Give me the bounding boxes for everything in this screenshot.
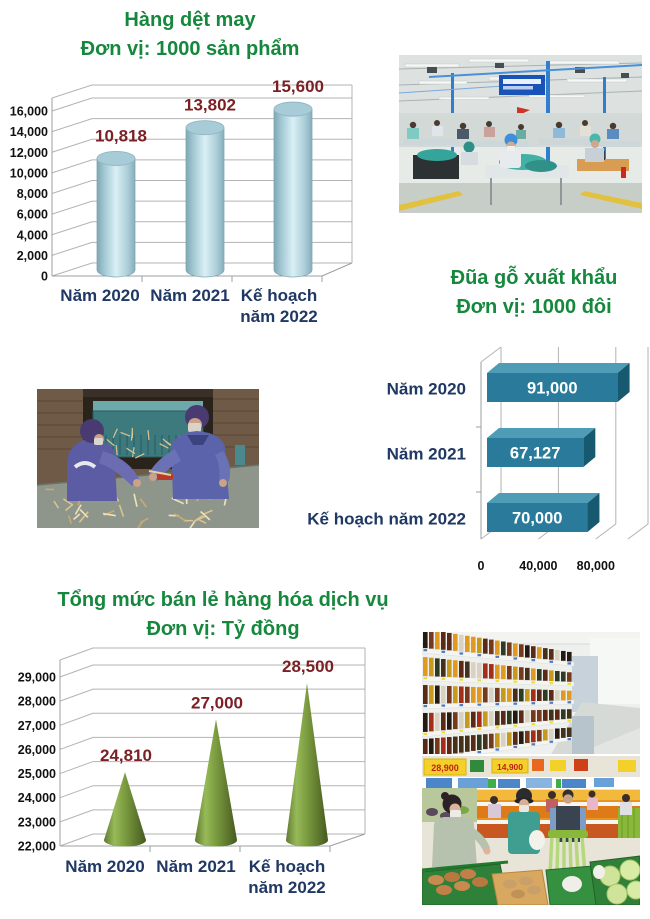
y-axis-tick-label: 12,000 [9, 145, 48, 160]
axis-lines [476, 362, 481, 539]
value-label: 13,802 [184, 95, 236, 115]
y-axis-tick-label: 27,000 [17, 718, 56, 733]
bottle-shelf-rows [422, 632, 574, 763]
category-label: Kế hoạch năm 2022 [307, 509, 466, 529]
chopstick-workshop-photo [37, 389, 259, 528]
value-label: 67,127 [509, 444, 561, 463]
hanging-signs-row [422, 777, 640, 789]
y-axis-tick-label: 29,000 [17, 670, 56, 685]
category-label: năm 2022 [240, 307, 318, 326]
wall-fixture [235, 445, 245, 465]
supermarket-photo [422, 632, 640, 905]
y-axis-tick-label: 14,000 [9, 125, 48, 140]
cylinder-bar [97, 151, 135, 277]
chart3-subtitle: Đơn vị: Tỷ đồng [146, 618, 300, 640]
y-axis-tick-label: 6,000 [16, 207, 48, 222]
y-axis-tick-label: 24,000 [17, 791, 56, 806]
y-axis-tick-label: 25,000 [17, 767, 56, 782]
chart1-title-block [25, 6, 355, 64]
retail-cone-chart [0, 645, 400, 907]
y-axis-tick-label: 28,000 [17, 694, 56, 709]
category-label: Năm 2020 [386, 379, 466, 399]
cylinder-bar [186, 121, 224, 277]
category-label: Năm 2021 [156, 857, 236, 876]
price-tag-text: 28,900 [431, 763, 459, 773]
value-label: 10,818 [95, 126, 147, 146]
chart2-title-block [384, 264, 650, 322]
y-axis-tick-label: 26,000 [17, 742, 56, 757]
chopsticks-horizontal-bar-chart [300, 330, 650, 578]
x-axis-tick-label: 0 [477, 559, 485, 573]
x-axis-tick-label: 80,000 [576, 559, 615, 573]
y-axis-tick-label: 8,000 [16, 187, 48, 201]
category-label: Kế hoạch [240, 286, 318, 305]
chart1-title: Hàng dệt may [124, 9, 256, 31]
y-axis-tick-label: 22,000 [17, 839, 56, 854]
category-label: Kế hoạch [248, 857, 326, 876]
garment-factory-photo [399, 55, 642, 213]
value-label: 70,000 [511, 509, 563, 528]
chart2-subtitle: Đơn vị: 1000 đôi [456, 296, 612, 318]
y-axis-tick-label: 2,000 [16, 248, 48, 263]
hanging-sign [499, 75, 545, 95]
value-label: 28,500 [282, 657, 334, 677]
value-label: 27,000 [191, 693, 243, 713]
category-label: Năm 2020 [65, 857, 145, 876]
category-label: Năm 2021 [150, 286, 230, 305]
chart1-subtitle: Đơn vị: 1000 sản phẩm [80, 38, 300, 60]
cone-bar [195, 719, 237, 846]
price-tag-text: 14,900 [497, 762, 523, 772]
category-label: Năm 2020 [60, 286, 140, 305]
cone-bar [286, 683, 328, 846]
textiles-cylinder-chart [0, 75, 370, 327]
category-label: Năm 2021 [386, 444, 466, 464]
y-axis-tick-label: 10,000 [9, 166, 48, 181]
category-label: năm 2022 [248, 878, 326, 897]
cone-bar [104, 772, 146, 846]
y-axis-tick-label: 4,000 [16, 228, 48, 243]
value-label: 91,000 [527, 379, 578, 398]
x-axis-tick-label: 40,000 [519, 559, 558, 573]
value-label: 15,600 [272, 77, 324, 97]
value-label: 24,810 [100, 746, 152, 766]
cylinder-bar [274, 102, 312, 277]
y-axis-tick-label: 16,000 [9, 104, 48, 119]
y-axis-tick-label: 23,000 [17, 815, 56, 830]
supermarket-aisle-top [422, 632, 640, 763]
y-axis-tick-label: 0 [41, 269, 48, 284]
chart3-title: Tổng mức bán lẻ hàng hóa dịch vụ [57, 589, 389, 611]
produce-section-bottom [422, 756, 640, 905]
chart2-title: Đũa gỗ xuất khẩu [450, 267, 618, 289]
chart3-title-block [43, 586, 403, 644]
